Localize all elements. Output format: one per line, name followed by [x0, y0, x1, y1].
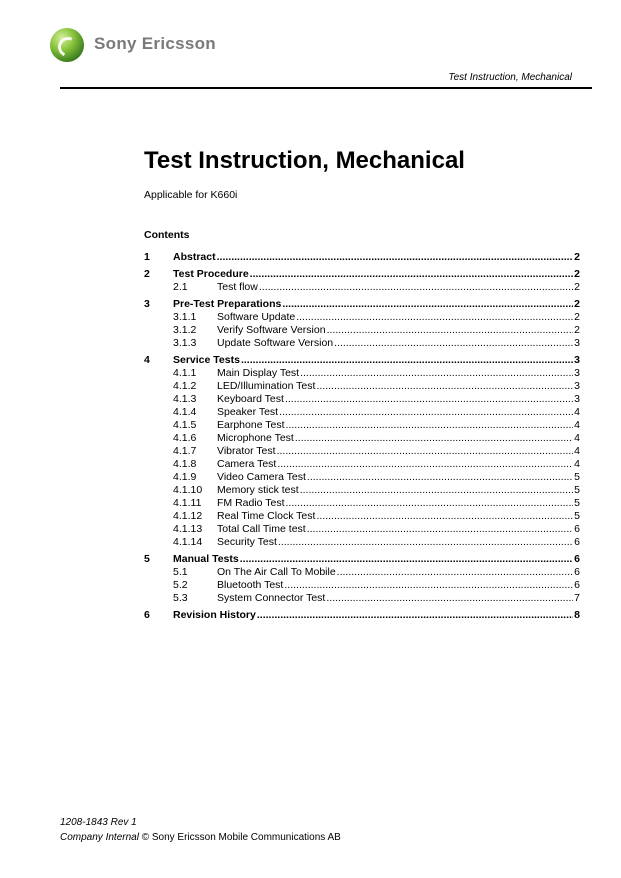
- toc-entry-number: 3.1.3: [173, 337, 197, 349]
- toc-entry-number: 4.1.13: [173, 523, 203, 535]
- toc-entry-page: 6: [574, 523, 580, 535]
- toc-entry[interactable]: [144, 297, 580, 310]
- toc-entry[interactable]: [144, 457, 580, 470]
- toc-entry-title: Earphone Test: [217, 419, 285, 431]
- toc-entry[interactable]: [144, 418, 580, 431]
- toc-entry[interactable]: [144, 353, 580, 366]
- sony-ericsson-globe-icon: [50, 28, 84, 62]
- toc-entry-title: Speaker Test: [217, 406, 279, 418]
- toc-entry-number: 4.1.5: [173, 419, 197, 431]
- toc-dot-leader: [217, 251, 574, 263]
- toc-entry-number: 5.3: [173, 592, 188, 604]
- toc-entry[interactable]: [144, 470, 580, 483]
- toc-entry-page: 3: [574, 367, 580, 379]
- toc-entry-number: 4.1.8: [173, 458, 197, 470]
- toc-entry-title: FM Radio Test: [217, 497, 285, 509]
- toc-entry-number: 4: [144, 354, 150, 366]
- toc-entry-title: On The Air Call To Mobile: [217, 566, 336, 578]
- toc-dot-leader: [259, 281, 573, 293]
- toc-entry-page: 7: [574, 592, 580, 604]
- toc-entry[interactable]: [144, 591, 580, 604]
- toc-entry-page: 2: [574, 251, 580, 263]
- toc-entry-title: Test flow: [217, 281, 258, 293]
- header-divider: [60, 87, 592, 89]
- toc-entry-number: 4.1.10: [173, 484, 203, 496]
- toc-entry-title: Real Time Clock Test: [217, 510, 316, 522]
- toc-entry-page: 6: [574, 553, 580, 565]
- toc-entry-page: 4: [574, 458, 580, 470]
- toc-entry-title: Revision History: [173, 609, 256, 621]
- toc-entry-page: 2: [574, 311, 580, 323]
- toc-dot-leader: [326, 592, 573, 604]
- contents-heading: Contents: [144, 229, 190, 241]
- toc-dot-leader: [307, 471, 573, 483]
- toc-entry-page: 3: [574, 393, 580, 405]
- toc-dot-leader: [282, 298, 573, 310]
- toc-entry[interactable]: [144, 379, 580, 392]
- toc-entry-page: 2: [574, 268, 580, 280]
- toc-entry[interactable]: [144, 250, 580, 263]
- toc-entry[interactable]: [144, 336, 580, 349]
- toc-entry-number: 4.1.6: [173, 432, 197, 444]
- toc-entry-page: 4: [574, 406, 580, 418]
- toc-entry-title: Update Software Version: [217, 337, 334, 349]
- toc-entry-title: Total Call Time test: [217, 523, 306, 535]
- running-header-title: Test Instruction, Mechanical: [448, 72, 572, 83]
- toc-entry-number: 2: [144, 268, 150, 280]
- toc-entry-title: Verify Software Version: [217, 324, 326, 336]
- toc-entry-number: 5.2: [173, 579, 188, 591]
- toc-entry-page: 5: [574, 510, 580, 522]
- toc-dot-leader: [327, 324, 574, 336]
- toc-entry-title: Microphone Test: [217, 432, 294, 444]
- toc-entry-number: 5.1: [173, 566, 188, 578]
- toc-entry[interactable]: [144, 431, 580, 444]
- toc-entry-number: 4.1.1: [173, 367, 197, 379]
- toc-entry-page: 2: [574, 298, 580, 310]
- toc-entry-page: 5: [574, 497, 580, 509]
- toc-entry-page: 4: [574, 419, 580, 431]
- toc-entry-title: Software Update: [217, 311, 296, 323]
- toc-entry-page: 8: [574, 609, 580, 621]
- toc-entry[interactable]: [144, 608, 580, 621]
- toc-entry-page: 5: [574, 484, 580, 496]
- toc-entry-number: 3.1.1: [173, 311, 197, 323]
- toc-dot-leader: [334, 337, 573, 349]
- toc-entry[interactable]: [144, 444, 580, 457]
- toc-entry[interactable]: [144, 405, 580, 418]
- toc-entry-number: 2.1: [173, 281, 188, 293]
- toc-dot-leader: [240, 553, 573, 565]
- toc-entry-page: 3: [574, 380, 580, 392]
- toc-entry[interactable]: [144, 522, 580, 535]
- toc-dot-leader: [277, 458, 573, 470]
- toc-entry-number: 6: [144, 609, 150, 621]
- toc-entry-number: 4.1.7: [173, 445, 197, 457]
- logo-wordmark: Sony Ericsson: [94, 34, 216, 53]
- toc-dot-leader: [250, 268, 573, 280]
- toc-entry-title: Abstract: [173, 251, 216, 263]
- toc-dot-leader: [300, 367, 573, 379]
- toc-entry-title: Security Test: [217, 536, 277, 548]
- toc-dot-leader: [278, 536, 573, 548]
- toc-dot-leader: [296, 311, 573, 323]
- toc-entry-title: Keyboard Test: [217, 393, 284, 405]
- toc-entry[interactable]: [144, 578, 580, 591]
- document-title: Test Instruction, Mechanical: [144, 147, 465, 174]
- toc-entry-title: Memory stick test: [217, 484, 299, 496]
- applicable-models: Applicable for K660i: [144, 189, 238, 201]
- toc-entry[interactable]: [144, 392, 580, 405]
- toc-entry[interactable]: [144, 483, 580, 496]
- toc-entry-title: Camera Test: [217, 458, 277, 470]
- toc-entry[interactable]: [144, 280, 580, 293]
- toc-entry[interactable]: [144, 323, 580, 336]
- toc-entry-title: LED/Illumination Test: [217, 380, 316, 392]
- toc-dot-leader: [295, 432, 573, 444]
- toc-entry-page: 3: [574, 354, 580, 366]
- company-logo: [50, 26, 250, 66]
- toc-entry-number: 1: [144, 251, 150, 263]
- toc-entry[interactable]: [144, 535, 580, 548]
- toc-entry-number: 4.1.11: [173, 497, 202, 509]
- toc-entry-title: Vibrator Test: [217, 445, 276, 457]
- toc-entry-title: Test Procedure: [173, 268, 249, 280]
- toc-entry[interactable]: [144, 496, 580, 509]
- toc-entry[interactable]: [144, 565, 580, 578]
- footer-copyright: © Sony Ericsson Mobile Communications AB: [138, 832, 341, 843]
- footer-company-line: [60, 832, 341, 843]
- toc-entry-page: 5: [574, 471, 580, 483]
- toc-entry-number: 4.1.2: [173, 380, 197, 392]
- toc-entry-number: 3: [144, 298, 150, 310]
- toc-entry-page: 4: [574, 432, 580, 444]
- toc-entry-page: 4: [574, 445, 580, 457]
- toc-entry-page: 2: [574, 281, 580, 293]
- toc-dot-leader: [286, 419, 574, 431]
- toc-entry-number: 4.1.12: [173, 510, 203, 522]
- toc-entry-page: 3: [574, 337, 580, 349]
- toc-dot-leader: [257, 609, 573, 621]
- toc-entry-number: 4.1.14: [173, 536, 203, 548]
- toc-entry-title: Pre-Test Preparations: [173, 298, 282, 310]
- toc-dot-leader: [241, 354, 573, 366]
- toc-entry[interactable]: [144, 267, 580, 280]
- table-of-contents: [144, 250, 580, 621]
- toc-dot-leader: [285, 393, 573, 405]
- toc-entry-number: 4.1.4: [173, 406, 197, 418]
- toc-dot-leader: [277, 445, 574, 457]
- toc-dot-leader: [279, 406, 573, 418]
- toc-entry-number: 3.1.2: [173, 324, 197, 336]
- toc-entry-page: 6: [574, 566, 580, 578]
- toc-entry[interactable]: [144, 310, 580, 323]
- toc-dot-leader: [316, 380, 573, 392]
- toc-dot-leader: [316, 510, 573, 522]
- toc-entry-title: System Connector Test: [217, 592, 326, 604]
- toc-entry[interactable]: [144, 509, 580, 522]
- toc-dot-leader: [286, 497, 574, 509]
- toc-entry-title: Service Tests: [173, 354, 240, 366]
- toc-entry-number: 4.1.3: [173, 393, 197, 405]
- toc-entry-title: Video Camera Test: [217, 471, 306, 483]
- toc-dot-leader: [284, 579, 573, 591]
- toc-dot-leader: [337, 566, 573, 578]
- toc-dot-leader: [307, 523, 573, 535]
- toc-entry-number: 5: [144, 553, 150, 565]
- toc-entry-page: 6: [574, 536, 580, 548]
- footer-classification: Company Internal: [60, 832, 139, 843]
- toc-entry-page: 6: [574, 579, 580, 591]
- toc-entry-page: 2: [574, 324, 580, 336]
- toc-dot-leader: [300, 484, 573, 496]
- toc-entry[interactable]: [144, 366, 580, 379]
- toc-entry-title: Manual Tests: [173, 553, 239, 565]
- toc-entry-title: Bluetooth Test: [217, 579, 284, 591]
- toc-entry[interactable]: [144, 552, 580, 565]
- footer-document-number: 1208-1843 Rev 1: [60, 817, 137, 828]
- toc-entry-title: Main Display Test: [217, 367, 300, 379]
- toc-entry-number: 4.1.9: [173, 471, 197, 483]
